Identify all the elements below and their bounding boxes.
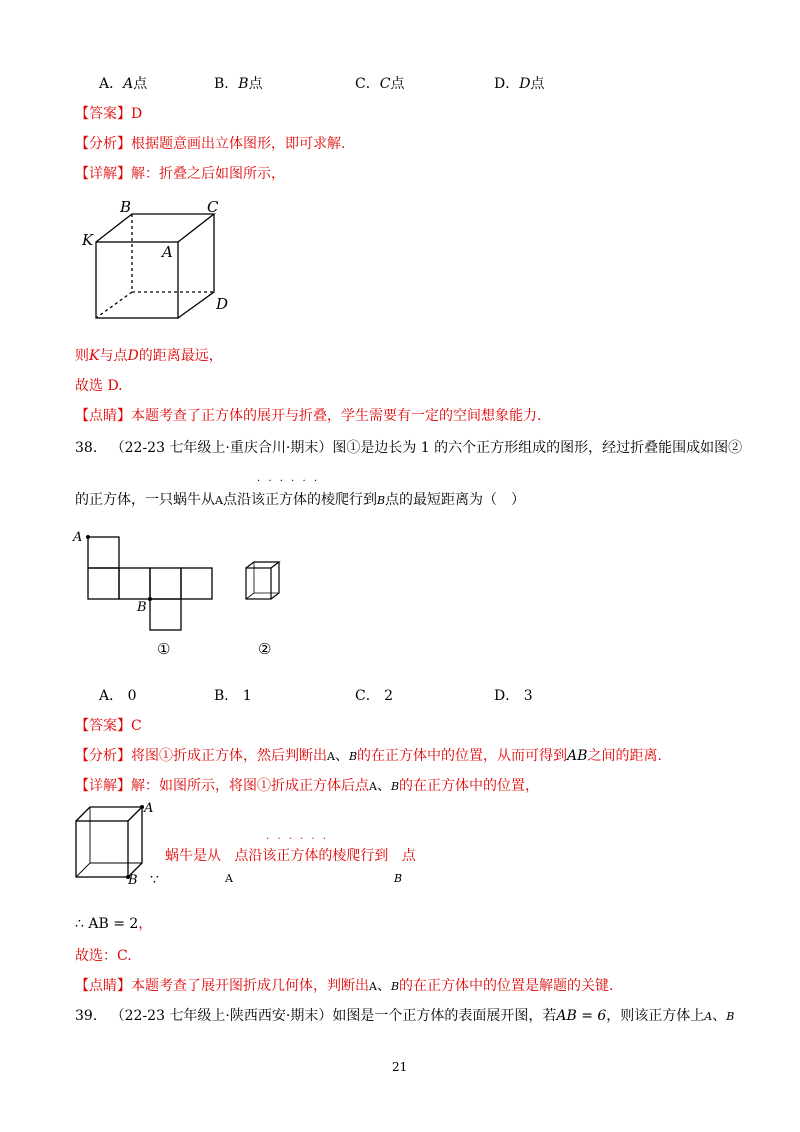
q37-answer: 【答案】D — [75, 106, 143, 122]
q38-net-figure — [70, 530, 310, 660]
q38-emphasis-dots: ······ — [257, 476, 326, 487]
q38-analysis: 【分析】将图①折成正方体，然后判断出A、B的在正方体中的位置，从而可得到AB之间的距离. — [75, 748, 662, 764]
q38-option-c: C． 2 — [355, 688, 394, 704]
q38-snail-a: A — [225, 872, 233, 885]
q38-snail-dots: ······ — [266, 834, 335, 845]
q37-cube-figure — [78, 196, 238, 326]
q37-option-b: B．B点 — [214, 76, 263, 92]
q38-answer: 【答案】C — [75, 718, 142, 734]
q37-detail: 【详解】解：折叠之后如图所示， — [75, 166, 285, 182]
q37-label-k: K — [82, 231, 94, 249]
q39-stem: 39. （22-23 七年级上·陕西西安·期末）如图是一个正方体的表面展开图，若AB = 6，则该正方体上A、B — [75, 1008, 735, 1024]
q38-because: ∵ — [150, 872, 159, 888]
q38-option-b: B． 1 — [214, 688, 252, 704]
q37-comment: 【点睛】本题考查了正方体的展开与折叠，学生需要有一定的空间想象能力. — [75, 408, 542, 424]
q37-analysis: 【分析】根据题意画出立体图形，即可求解. — [75, 136, 346, 152]
q37-option-d: D．D点 — [494, 76, 545, 92]
q38-snail-b: B — [394, 872, 403, 885]
q37-label-b: B — [120, 198, 132, 216]
q38-comment: 【点睛】本题考查了展开图折成几何体，判断出A、B的在正方体中的位置是解题的关键. — [75, 978, 614, 994]
q38-net-label-a: A — [73, 530, 83, 545]
q38-choice: 故选：C. — [75, 948, 132, 964]
q38-fig2-label: ② — [258, 640, 272, 658]
q38-stem-line1: 38. （22-23 七年级上·重庆合川·期末）图①是边长为 1 的六个正方形组成的图形，经过折叠能围成如图② — [75, 440, 743, 456]
q37-label-d: D — [216, 295, 229, 313]
q38-net-label-b: B — [137, 600, 147, 615]
q38-detail: 【详解】解：如图所示，将图①折成正方体后点A、B的在正方体中的位置， — [75, 778, 540, 794]
q38-fig1-label: ① — [157, 640, 171, 658]
q37-label-c: C — [207, 198, 219, 216]
q38-cube-label-a: A — [144, 801, 154, 816]
q37-conclusion: 则K与点D的距离最远， — [75, 348, 223, 364]
q37-option-c: C．C点 — [355, 76, 405, 92]
q37-option-a: A．A点 — [99, 76, 148, 92]
q37-choice: 故选 D. — [75, 378, 123, 394]
q38-option-d: D． 3 — [494, 688, 533, 704]
q38-snail-text: 蜗牛是从 点沿该正方体的棱爬行到 点 — [165, 848, 416, 864]
q38-cube-label-b: B — [128, 873, 138, 888]
q37-label-a: A — [162, 243, 173, 261]
q38-option-a: A． 0 — [99, 688, 137, 704]
q38-stem-line2: 的正方体，一只蜗牛从A点沿该正方体的棱爬行到B点的最短距离为（ ） — [75, 492, 526, 508]
q38-therefore: ∴ AB = 2， — [75, 916, 153, 932]
page-number: 21 — [392, 1060, 408, 1074]
